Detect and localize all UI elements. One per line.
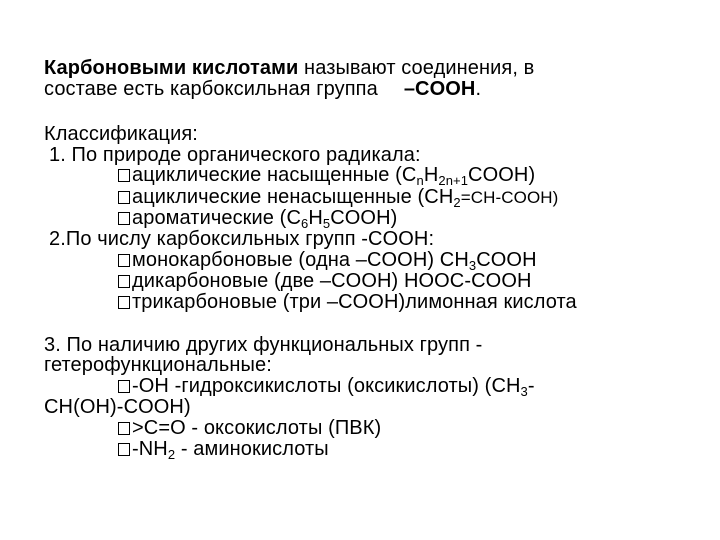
intro-term: Карбоновыми кислотами [44,57,299,79]
list-item-aromatic: ароматические $(C_6H_5COOH)$ [118,208,397,228]
intro-text-2: составе есть карбоксильная группа [44,78,378,100]
checkbox-icon [118,275,130,288]
classification-heading: Классификация: [44,123,198,145]
checkbox-icon [118,169,130,182]
section-2-title: 2.По числу карбоксильных групп -COOH: [49,228,435,250]
checkbox-icon [118,443,130,456]
checkbox-icon [118,422,130,435]
checkbox-icon [118,380,130,393]
intro-dot: . [475,78,482,100]
list-item-amino-acids: $-NH_2$ - аминокислоты [118,439,329,459]
section-3-title-line-1: 3. По наличию других функциональных групп - [44,334,483,356]
section-1-title: 1. По природе органического радикала: [49,144,421,166]
checkbox-icon [118,191,130,204]
list-item-hydroxy-acids: -OH -гидроксикислоты (оксикислоты) ($CH_3-$ [118,376,535,396]
intro-line-1 [44,58,534,78]
list-item-monocarboxylic: монокарбоновые (одна –COOH) $CH_3COOH$ [118,250,537,270]
list-item-unsaturated: ациклические ненасыщенные $(CH_2=CH-COOH)$ [118,187,558,208]
list-item-tricarboxylic: трикарбоновые (три –COOH)лимонная кислота [118,292,577,312]
checkbox-icon [118,254,130,267]
checkbox-icon [118,212,130,225]
list-item-saturated: ациклические насыщенные $(C_nH_{2n+1}COOH)$ [118,165,535,185]
list-item-hydroxy-acids-cont: CH(OH)-COOH) [44,396,191,418]
checkbox-icon [118,296,130,309]
intro-text-1: называют соединения, в [298,57,535,79]
list-item-oxo-acids: >C=O - оксокислоты (ПВК) [118,418,381,438]
list-item-dicarboxylic: дикарбоновые (две –COOH) HOOC-COOH [118,271,532,291]
carboxyl-group: –COOH [403,78,476,100]
section-3-title-line-2: гетерофункциональные: [44,354,272,376]
intro-line-2 [44,79,481,99]
